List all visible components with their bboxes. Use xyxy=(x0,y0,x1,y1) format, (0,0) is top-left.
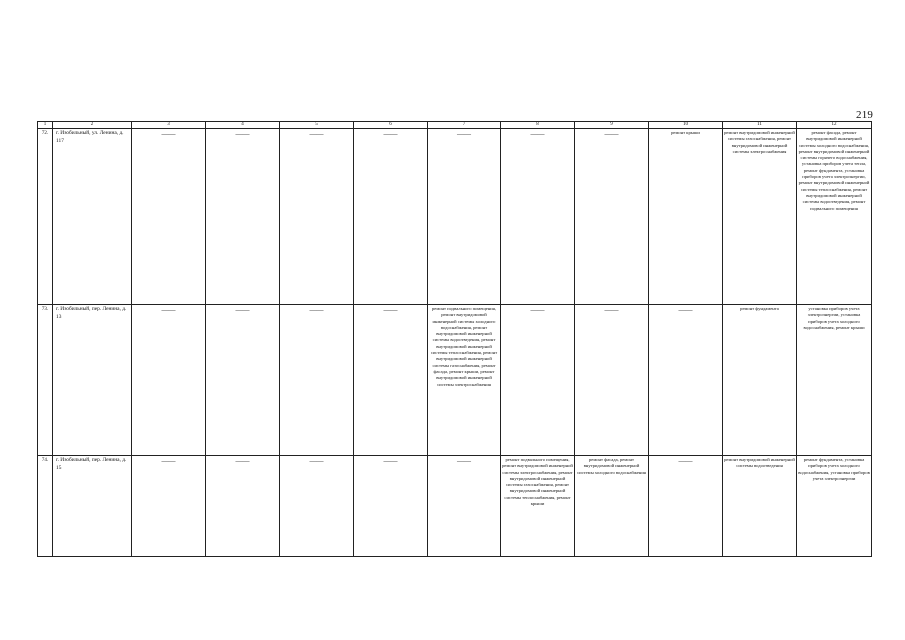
work-type-cell: —— xyxy=(280,129,354,305)
work-type-cell: —— xyxy=(280,456,354,557)
address-cell: г. Изобильный, ул. Ленина, д. 117 xyxy=(53,129,132,305)
work-type-cell: ремонт внутридомовой инженерной системы газоснабжения, ремонт внутридомовой инженерной системы электроснабжения xyxy=(723,129,797,305)
work-type-cell: ремонт внутридомовой инженерной системы водоотведения xyxy=(723,456,797,557)
work-type-cell: установка приборов учета электроэнергии, установка приборов учета холодного водоснабжения, ремонт крыши xyxy=(797,305,872,456)
work-type-cell: —— xyxy=(354,456,428,557)
column-number-cell: 1 xyxy=(38,122,53,129)
column-number-cell: 2 xyxy=(53,122,132,129)
work-type-cell: —— xyxy=(280,305,354,456)
column-number-cell: 12 xyxy=(797,122,872,129)
work-type-cell: —— xyxy=(649,456,723,557)
address-cell: г. Изобильный, пер. Ленина, д. 13 xyxy=(53,305,132,456)
column-number-cell: 5 xyxy=(280,122,354,129)
row-number-cell: 74. xyxy=(38,456,53,557)
table-row xyxy=(38,129,872,305)
column-number-cell: 4 xyxy=(206,122,280,129)
work-type-cell: —— xyxy=(132,129,206,305)
column-number-row xyxy=(38,122,872,129)
work-type-cell: —— xyxy=(575,305,649,456)
work-type-cell: —— xyxy=(206,305,280,456)
work-type-cell: ремонт фасада, ремонт внутридомовой инженерной системы холодного водоснабжения, ремонт внутридомовой инженерной системы горячего водоснабжения, установка приборов учета тепла, ремонт фундамента, установка приборов учета электроэнергии, ремонт внутридомовой инженерной системы теплоснабжения, ремонт внутридомовой инженерной системы водоотведения, ремонт подвального помещения xyxy=(797,129,872,305)
work-type-cell: —— xyxy=(501,129,575,305)
works-schedule-table xyxy=(37,121,872,557)
work-type-cell: ремонт подвального помещения, ремонт внутридомовой инженерной системы холодного водоснабжения, ремонт внутридомовой инженерной системы водоотведения, ремонт внутридомовой инженерной системы теплоснабжения, ремонт внутридомовой инженерной системы газоснабжения, ремонт фасада, ремонт крыши, ремонт внутридомовой инженерной системы электроснабжения xyxy=(428,305,501,456)
address-cell: г. Изобильный, пер. Ленина, д. 15 xyxy=(53,456,132,557)
work-type-cell: —— xyxy=(649,305,723,456)
column-number-cell: 7 xyxy=(428,122,501,129)
work-type-cell: —— xyxy=(132,456,206,557)
work-type-cell: —— xyxy=(132,305,206,456)
column-number-cell: 10 xyxy=(649,122,723,129)
table-row xyxy=(38,305,872,456)
work-type-cell: ремонт подвального помещения, ремонт внутридомовой инженерной системы электроснабжения, ремонт внутридомовой инженерной системы газоснабжения, ремонт внутридомовой инженерной системы теплоснабжения, ремонт крыши xyxy=(501,456,575,557)
row-number-cell: 72. xyxy=(38,129,53,305)
column-number-cell: 3 xyxy=(132,122,206,129)
work-type-cell: —— xyxy=(354,305,428,456)
work-type-cell: ремонт крыши xyxy=(649,129,723,305)
work-type-cell: —— xyxy=(206,129,280,305)
work-type-cell: —— xyxy=(501,305,575,456)
work-type-cell: —— xyxy=(428,129,501,305)
page-number: 219 xyxy=(856,109,874,121)
work-type-cell: —— xyxy=(428,456,501,557)
column-number-cell: 9 xyxy=(575,122,649,129)
work-type-cell: —— xyxy=(354,129,428,305)
work-type-cell: —— xyxy=(575,129,649,305)
work-type-cell: —— xyxy=(206,456,280,557)
work-type-cell: ремонт фундамента, установка приборов учета холодного водоснабжения, установка приборов учета электроэнергии xyxy=(797,456,872,557)
work-type-cell: ремонт фундамента xyxy=(723,305,797,456)
column-number-cell: 8 xyxy=(501,122,575,129)
work-type-cell: ремонт фасада, ремонт внутридомовой инженерной системы холодного водоснабжения xyxy=(575,456,649,557)
column-number-cell: 6 xyxy=(354,122,428,129)
column-number-cell: 11 xyxy=(723,122,797,129)
row-number-cell: 73. xyxy=(38,305,53,456)
table-row xyxy=(38,456,872,557)
